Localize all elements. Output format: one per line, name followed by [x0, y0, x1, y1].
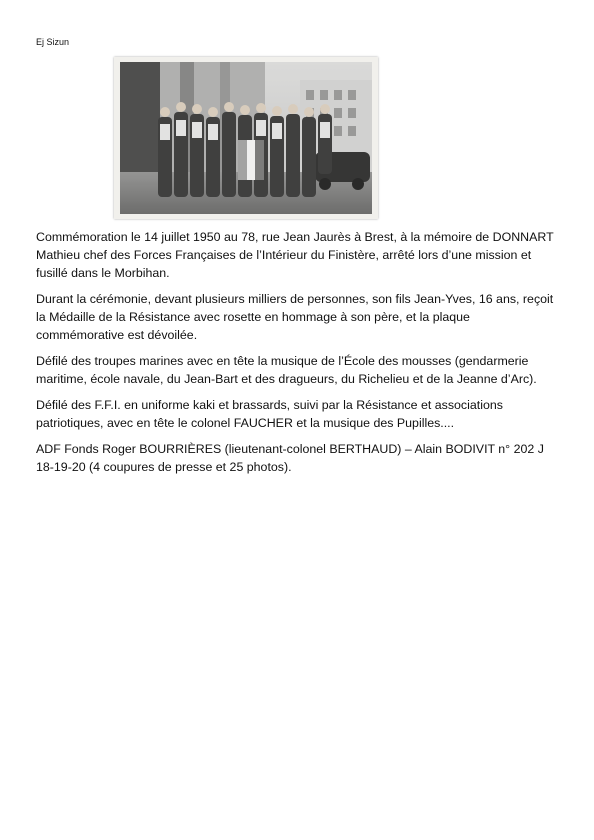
paragraph-marine-parade: Défilé des troupes marines avec en tête la musique de l’École des mousses (gendarmerie maritime, école navale, du Jean-Bart et des dragueurs, du Richelieu et de la Jeanne d’Arc).	[36, 354, 537, 386]
article-text	[36, 228, 560, 484]
header-label: Ej Sizun	[36, 37, 70, 47]
ceremony-photo-image	[120, 62, 372, 214]
paragraph-archive-source: ADF Fonds Roger BOURRIÈRES (lieutenant-colonel BERTHAUD) – Alain BODIVIT n° 202 J 18-19-20 (4 coupures de presse et 25 photos).	[36, 442, 544, 474]
archival-photo	[114, 57, 378, 219]
paragraph-commemoration: Commémoration le 14 juillet 1950 au 78, rue Jean Jaurès à Brest, à la mémoire de DONNART Mathieu chef des Forces Françaises de l’Intérieur du Finistère, arrêté lors d’une mission et fusillé dans le Morbihan.	[36, 230, 554, 280]
paragraph-ceremony: Durant la cérémonie, devant plusieurs milliers de personnes, son fils Jean-Yves, 16 ans, reçoit la Médaille de la Résistance avec rosette en hommage à son père, et la plaque commémorative est dévoilée.	[36, 292, 554, 342]
paragraph-ffi-parade: Défilé des F.F.I. en uniforme kaki et brassards, suivi par la Résistance et associations patriotiques, avec en tête le colonel FAUCHER et la musique des Pupilles....	[36, 398, 503, 430]
